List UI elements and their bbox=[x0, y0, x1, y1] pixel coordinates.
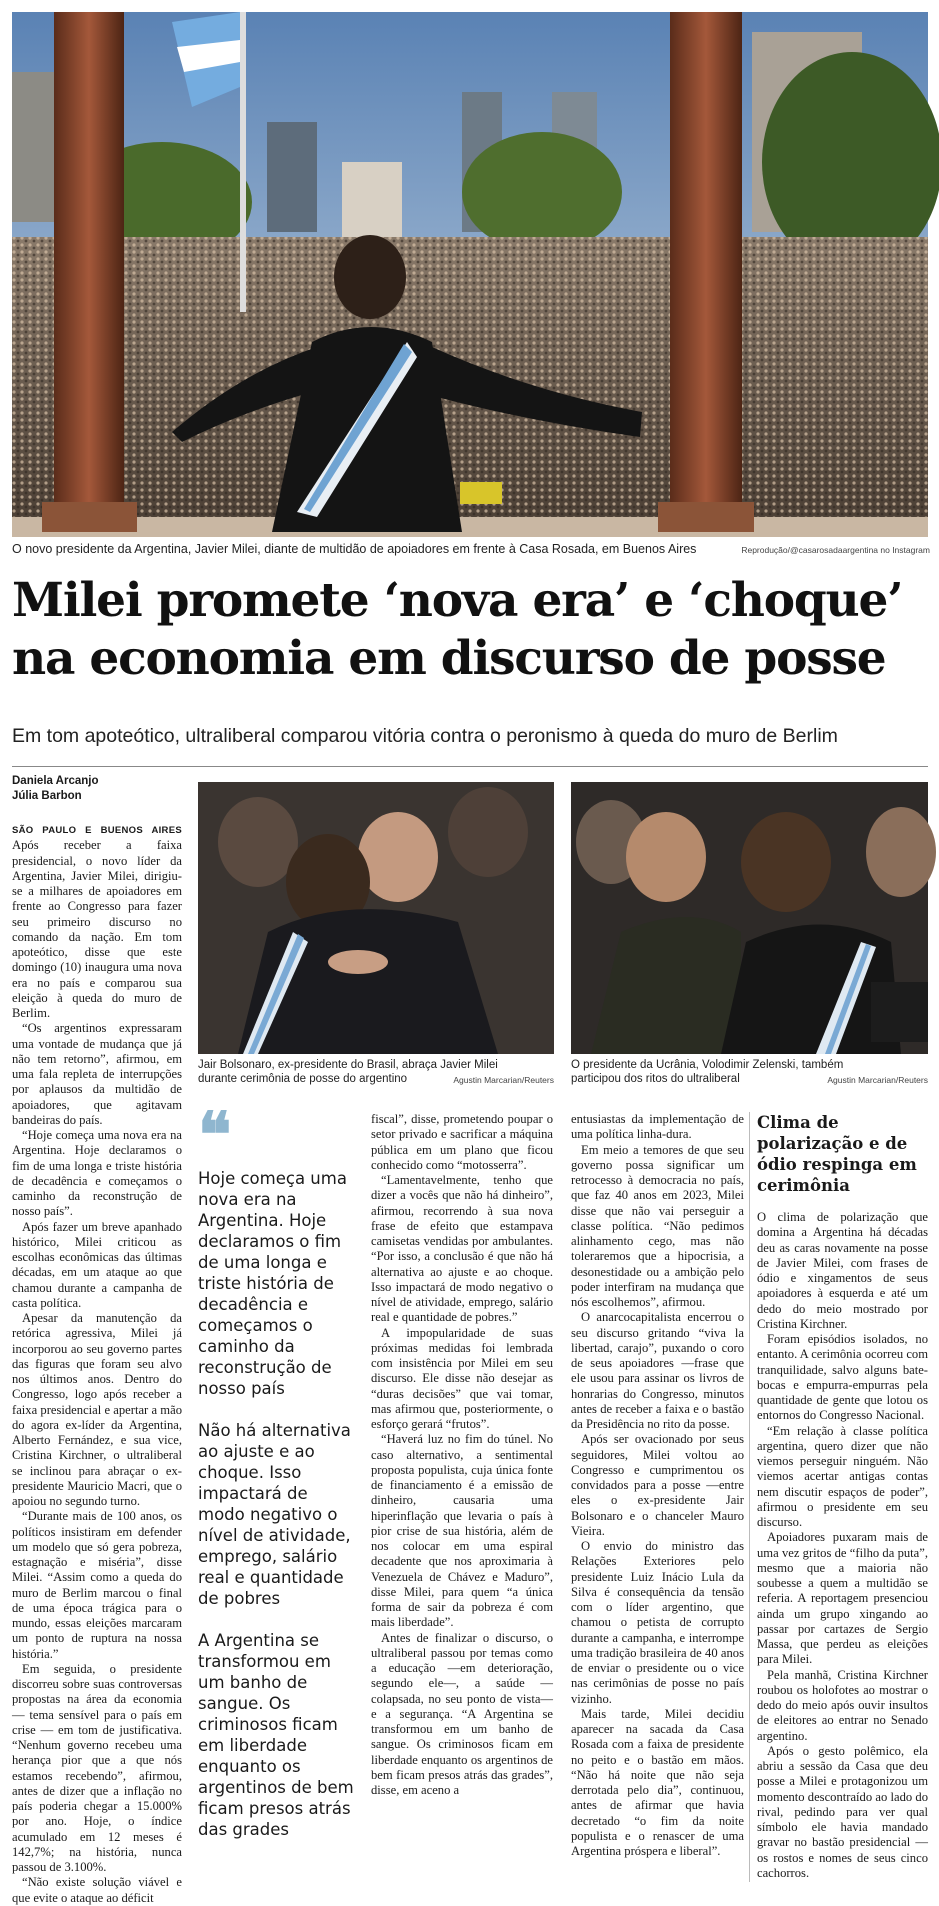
paragraph: Em meio a temores de que seu governo possa significar um retrocesso à democracia no país, que faz 40 anos em 2023, Milei disse que não vai perseguir a classe política. “Não pedimos alinhamento cego, mas não toleraremos que a hipocrisia, a desonestidade ou a ambição pelo poder interfiram na mudança que nós escolhemos”, afirmou. bbox=[571, 1142, 744, 1309]
paragraph: “Hoje começa uma nova era na Argentina. Hoje declaramos o fim de uma longa e triste história de decadência e começamos o caminho da reconstrução de nosso país”. bbox=[12, 1128, 182, 1219]
paragraph: entusiastas da implementação de uma política linha-dura. bbox=[571, 1112, 744, 1142]
dateline: SÃO PAULO E BUENOS AIRES bbox=[12, 825, 182, 836]
photo-left-credit: Agustin Marcarian/Reuters bbox=[453, 1075, 554, 1085]
paragraph: fiscal”, disse, prometendo poupar o setor privado e sacrificar a máquina pública em um plano que ficou conhecido como “motosserra”. bbox=[371, 1112, 553, 1172]
photo-bolsonaro-milei bbox=[198, 782, 554, 1054]
column-divider bbox=[749, 1112, 750, 1882]
headline bbox=[12, 572, 928, 688]
photo-right-credit: Agustin Marcarian/Reuters bbox=[827, 1075, 928, 1085]
paragraph: O anarcocapitalista encerrou o seu discurso gritando “viva la libertad, carajo”, puxando o coro de seus apoiadores —frase que ele usou para assinar os livros de honrarias do Congresso, minutos antes de receber a faixa e o bastão da Presidência no rito da posse. bbox=[571, 1310, 744, 1431]
headline-line-2: na economia em discurso de posse bbox=[12, 631, 886, 686]
headline-line-1: Milei promete ‘nova era’ e ‘choque’ bbox=[12, 573, 903, 628]
paragraph: Foram episódios isolados, no entanto. A cerimônia ocorreu com tranquilidade, salvo alguns bate-bocas e empurra-empurras pela quantidade de gente que lotou os entornos do Congresso Nacional. bbox=[757, 1332, 929, 1423]
pull-quote-2: Não há alternativa ao ajuste e ao choque. Isso impactará de modo negativo o nível de atividade, emprego, salário real e quantidade de pobres bbox=[198, 1421, 351, 1608]
paragraph: A impopularidade de suas próximas medidas foi lembrada com insistência por Milei em seu discurso. Ele disse não desejar as “duras decisões” que vai tomar, mas afirmou que, posteriormente, o esforço gerará “frutos”. bbox=[371, 1325, 553, 1431]
paragraph: “Não existe solução viável e que evite o ataque ao déficit bbox=[12, 1875, 182, 1905]
photo-zelenski-milei bbox=[571, 782, 928, 1054]
photo-right-caption: O presidente da Ucrânia, Volodimir Zelenski, também participou dos ritos do ultraliberal bbox=[571, 1059, 844, 1085]
article-column-4 bbox=[571, 1112, 744, 1882]
paragraph: Após fazer um breve apanhado histórico, Milei criticou as escolhas econômicas das últimas décadas, em um ataque ao que chamou durante a campanha de casta política. bbox=[12, 1219, 182, 1310]
paragraph: Após ser ovacionado por seus seguidores, Milei voltou ao Congresso e cumprimentou os convidados para a posse —entre eles o ex-presidente Jair Bolsonaro e o chanceler Mauro Vieira. bbox=[571, 1432, 744, 1538]
paragraph: Após o gesto polêmico, ela abriu a sessão da Casa que deu posse a Milei e protagonizou um momento descontraído ao lado do rival, pedindo para ver qual símbolo ele havia mandado gravar no bastão presidencial —os rostos e nomes de seus cinco cachorros. bbox=[757, 1743, 928, 1880]
hero-credit: Reprodução/@casarosadaargentina no Instagram bbox=[741, 545, 930, 555]
paragraph: Em seguida, o presidente discorreu sobre suas controversas propostas na área da economia — tema sensível para o país em crise — em tom de justificativa. “Nenhum governo recebeu uma herança pior que a que nós estamos recebendo”, afirmou, antes de dizer que a inflação no país poderia chegar a 15.000% por ano. Hoje, o índice acumulado em 12 meses é 142,7%; na história, nunca passou de 3.100%. bbox=[12, 1661, 182, 1874]
paragraph: “Durante mais de 100 anos, os políticos insistiram em defender um modelo que só gera pobreza, estagnação e miséria”, disse Milei. “Assim como a queda do muro de Berlim marcou o final de uma época trágica para o mundo, essas eleições marcaram um ponto de ruptura na nossa história.” bbox=[12, 1509, 182, 1661]
hero-caption: O novo presidente da Argentina, Javier Milei, diante de multidão de apoiadores em frente à Casa Rosada, em Buenos Aires bbox=[12, 542, 697, 556]
paragraph: O envio do ministro das Relações Exteriores pelo presidente Luiz Inácio Lula da Silva é consequência da tensão com o líder argentino, que chamou o petista de corrupto durante a campanha, e interrompe uma tradição brasileira de 40 anos de enviar o presidente ou o vice nas cerimônias de posse no país vizinho. bbox=[571, 1539, 744, 1706]
paragraph: “Em relação à classe política argentina, quero dizer que não viemos perseguir ninguém. Não viemos acertar antigas contas nem discutir espaços de poder”, afirmou o presidente em seu discurso. bbox=[757, 1423, 928, 1529]
hero-photo bbox=[12, 12, 928, 537]
article-column-3 bbox=[371, 1112, 553, 1882]
sidebar bbox=[757, 1112, 928, 1882]
paragraph: “Lamentavelmente, tenho que dizer a vocês que não há dinheiro”, afirmou, recorrendo à sua nova frase de efeito que estampava camisetas vendidas por ambulantes. “Por isso, a conclusão é que não há alternativa ao ajuste e ao choque. Isso impactará de modo negativo o nível de atividade, emprego, salário real e quantidade de pobres.” bbox=[371, 1173, 553, 1325]
author-1: Daniela Arcanjo bbox=[12, 775, 99, 787]
paragraph: O clima de polarização que domina a Argentina há décadas deu as caras novamente na posse de Javier Milei, com frases de ódio e xingamentos de seus apoiadores à esquerda e até um dedo do meio mostrado por Cristina Kirchner. bbox=[757, 1210, 928, 1331]
paragraph: Antes de finalizar o discurso, o ultraliberal passou por temas como a educação —em deterioração, segundo ele—, a saúde —colapsada, no seu ponto de vista— e a segurança. “A Argentina se transformou em um banho de sangue. Os criminosos ficam em liberdade enquanto os argentinos de bem ficam presos atrás das grades”, disse, em aceno a bbox=[371, 1630, 553, 1797]
paragraph: “Haverá luz no fim do túnel. No caso alternativo, a sentimental proposta populista, cuja única fonte de financiamento é a emissão de dinheiro, causaria uma hiperinflação que levaria o país à pior crise de sua história, além de nos colocar em uma espiral decadente que nos aproximaria à Venezuela de Chávez e Maduro”, disse Milei, para quem “a única forma de sair da pobreza é com mais liberdade”. bbox=[371, 1432, 553, 1630]
subhead: Em tom apoteótico, ultraliberal comparou vitória contra o peronismo à queda do muro de Berlim bbox=[12, 725, 838, 747]
author-2: Júlia Barbon bbox=[12, 790, 82, 802]
quote-mark-icon: ❝ bbox=[198, 1098, 232, 1171]
sidebar-title: Clima de polarização e de ódio respinga em cerimônia bbox=[757, 1113, 917, 1195]
photo-left-caption: Jair Bolsonaro, ex-presidente do Brasil, abraça Javier Milei durante cerimônia de posse do argentino bbox=[198, 1059, 498, 1085]
paragraph: Mais tarde, Milei decidiu aparecer na sacada da Casa Rosada com a faixa de presidente no peito e o bastão em mãos. “Não há noite que não seja derrotada pelo dia”, continuou, antes de afirmar que havia decretado “o fim da noite populista e o renascer de uma Argentina próspera e liberal”. bbox=[571, 1706, 744, 1858]
paragraph: “Os argentinos expressaram uma vontade de mudança que já não tem retorno”, afirmou, em uma fala repleta de interrupções por aplausos da multidão de apoiadores, que agitavam bandeiras do país. bbox=[12, 1021, 182, 1127]
pull-quote-3: A Argentina se transformou em um banho de sangue. Os criminosos ficam em liberdade enquanto os argentinos de bem ficam presos atrás das grades bbox=[198, 1631, 354, 1839]
paragraph: Após receber a faixa presidencial, o novo líder da Argentina, Javier Milei, dirigiu-se a milhares de apoiadores em frente ao Congresso para fazer seu primeiro discurso no comando da nação. Em tom apoteótico, disse que este domingo (10) inaugura uma nova era no país e comparou sua eleição à queda do muro de Berlim. bbox=[12, 838, 182, 1020]
divider bbox=[12, 766, 928, 767]
pull-quote-box bbox=[198, 1098, 358, 1880]
paragraph: Pela manhã, Cristina Kirchner roubou os holofotes ao mostrar o dedo do meio após ouvir insultos de eleitores ao entrar no Senado argentino. bbox=[757, 1667, 928, 1743]
byline bbox=[12, 774, 182, 804]
paragraph: Apesar da manutenção da retórica agressiva, Milei já incorporou ao seu governo partes das figuras que foram seu alvo nos últimos anos. Dentro do Congresso, logo após receber a faixa presidencial e apertar a mão do agora ex-líder da Argentina, Alberto Fernández, e sua vice, Cristina Kirchner, o ultraliberal se inclinou para abraçar o ex-presidente Mauricio Macri, que o apoiou no segundo turno. bbox=[12, 1311, 182, 1508]
paragraph: Apoiadores puxaram mais de uma vez gritos de “filho da puta”, mesmo que a maioria não soubesse a quem a multidão se referia. A reportagem presenciou ainda um grupo xingando ao passar por cartazes de Sergio Massa, que perdeu as eleições para Milei. bbox=[757, 1530, 928, 1667]
pull-quote-1: Hoje começa uma nova era na Argentina. Hoje declaramos o fim de uma longa e triste história de decadência e começamos o caminho da reconstrução de nosso país bbox=[198, 1169, 347, 1398]
article-column-1 bbox=[12, 822, 182, 1905]
